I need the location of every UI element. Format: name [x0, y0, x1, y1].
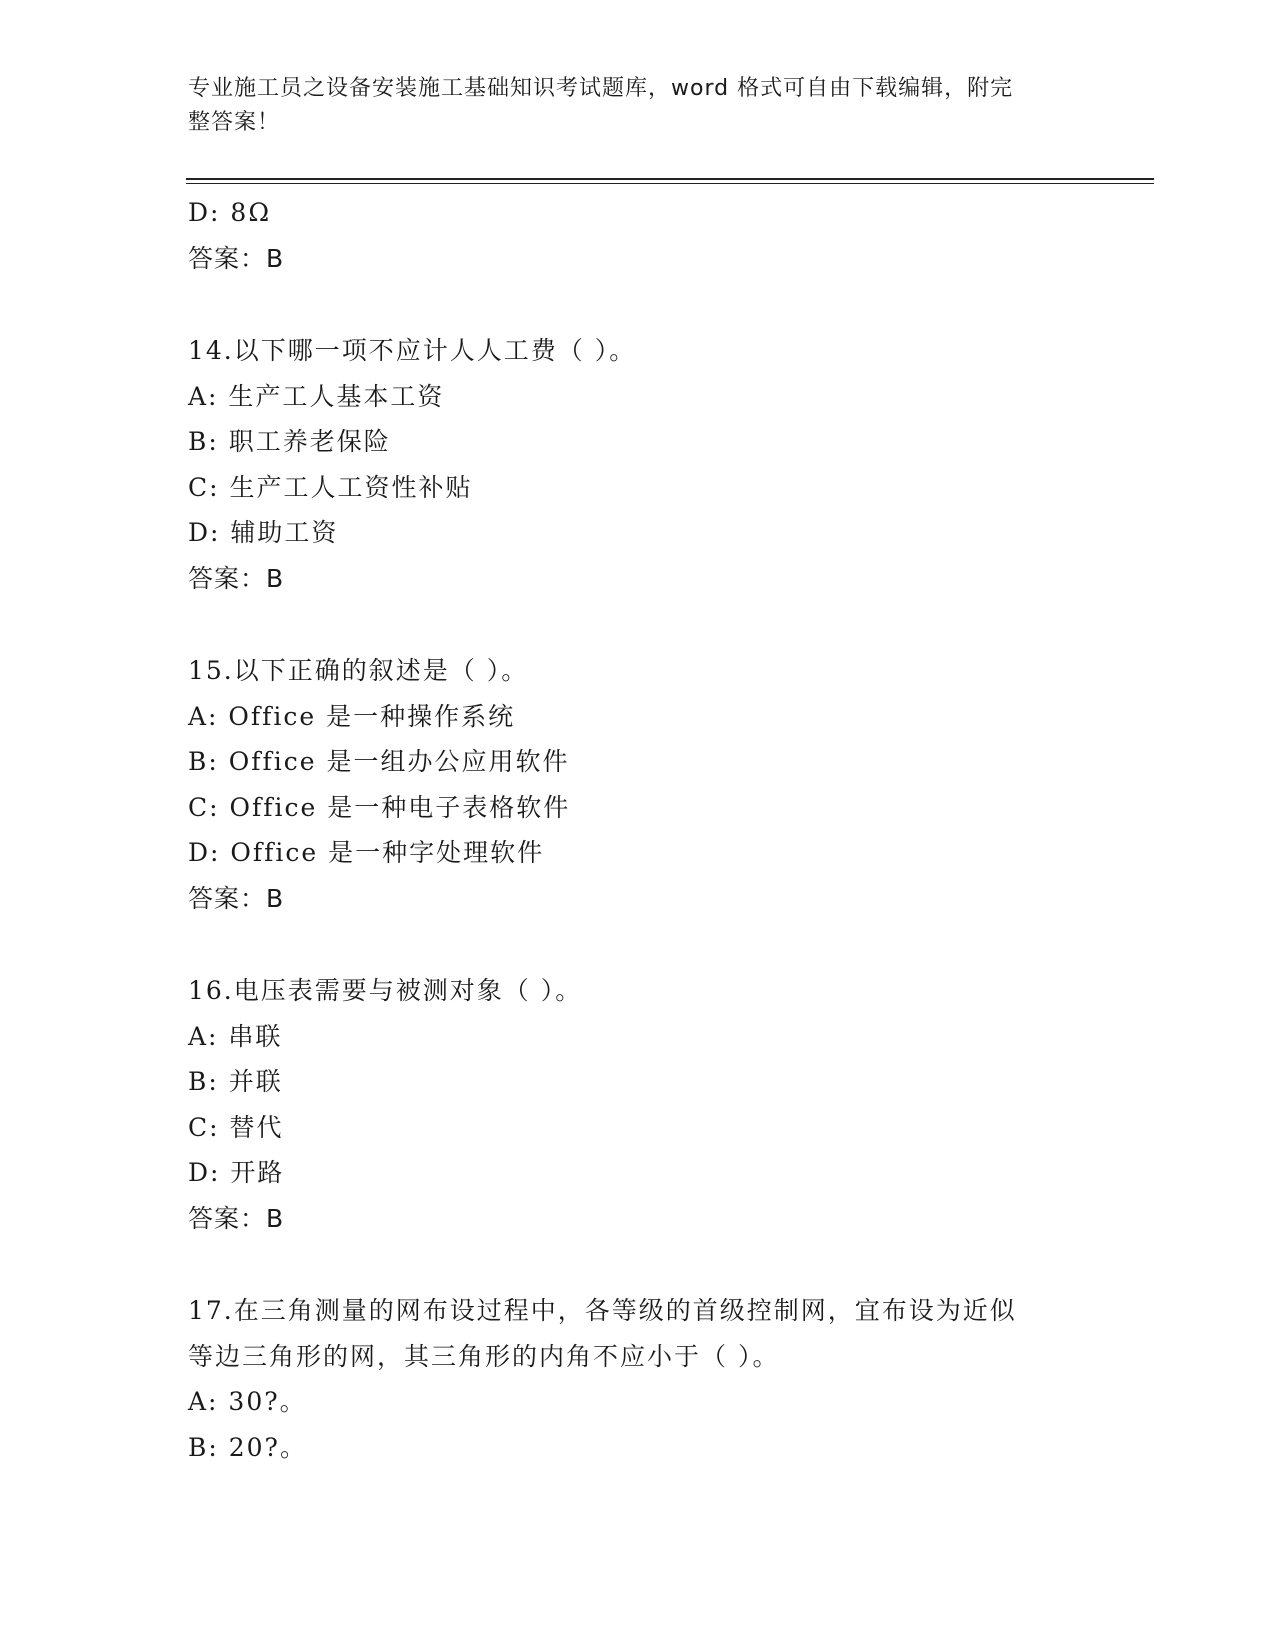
answer: 答案：B — [188, 1203, 285, 1233]
prev-option-d: D: 8Ω — [188, 198, 272, 227]
header-rule-thin — [186, 183, 1154, 184]
question-stem: 15.以下正确的叙述是（ ）。 — [188, 656, 529, 685]
option-a: A: 串联 — [188, 1021, 283, 1051]
question-stem-line-1: 17.在三角测量的网布设过程中，各等级的首级控制网，宜布设为近似 — [188, 1296, 1017, 1325]
option-a: A: 30?。 — [188, 1387, 307, 1416]
question-stem: 14.以下哪一项不应计人人工费（ ）。 — [188, 336, 637, 365]
header-rule-thick — [186, 178, 1154, 180]
header-line-2: 整答案！ — [188, 110, 281, 135]
option-c: C: 替代 — [188, 1112, 284, 1142]
question-15 — [188, 648, 1088, 921]
option-d: D: 辅助工资 — [188, 518, 339, 547]
header-line-1: 专业施工员之设备安装施工基础知识考试题库，word 格式可自由下载编辑，附完 — [188, 76, 1014, 101]
spacer — [188, 921, 1088, 968]
spacer — [188, 601, 1088, 648]
answer: 答案：B — [188, 563, 285, 593]
option-a: A: Office 是一种操作系统 — [188, 701, 516, 731]
option-b: B: 职工养老保险 — [188, 427, 391, 456]
option-d: D: 开路 — [188, 1158, 285, 1187]
answer: 答案：B — [188, 883, 285, 913]
prev-answer: 答案：B — [188, 243, 285, 273]
question-16 — [188, 968, 1088, 1241]
option-c: C: 生产工人工资性补贴 — [188, 472, 473, 502]
spacer — [188, 281, 1088, 328]
question-stem-line-2: 等边三角形的网，其三角形的内角不应小于（ ）。 — [188, 1341, 780, 1371]
question-17 — [188, 1288, 1088, 1470]
document-header — [188, 72, 1088, 140]
spacer — [188, 1241, 1088, 1288]
option-b: B: Office 是一组办公应用软件 — [188, 747, 570, 776]
option-d: D: Office 是一种字处理软件 — [188, 838, 545, 867]
option-b: B: 20?。 — [188, 1432, 307, 1462]
question-stem: 16.电压表需要与被测对象（ ）。 — [188, 976, 583, 1005]
option-b: B: 并联 — [188, 1067, 283, 1096]
option-a: A: 生产工人基本工资 — [188, 381, 445, 411]
document-body — [188, 190, 1088, 1470]
question-14 — [188, 328, 1088, 601]
option-c: C: Office 是一种电子表格软件 — [188, 792, 571, 822]
